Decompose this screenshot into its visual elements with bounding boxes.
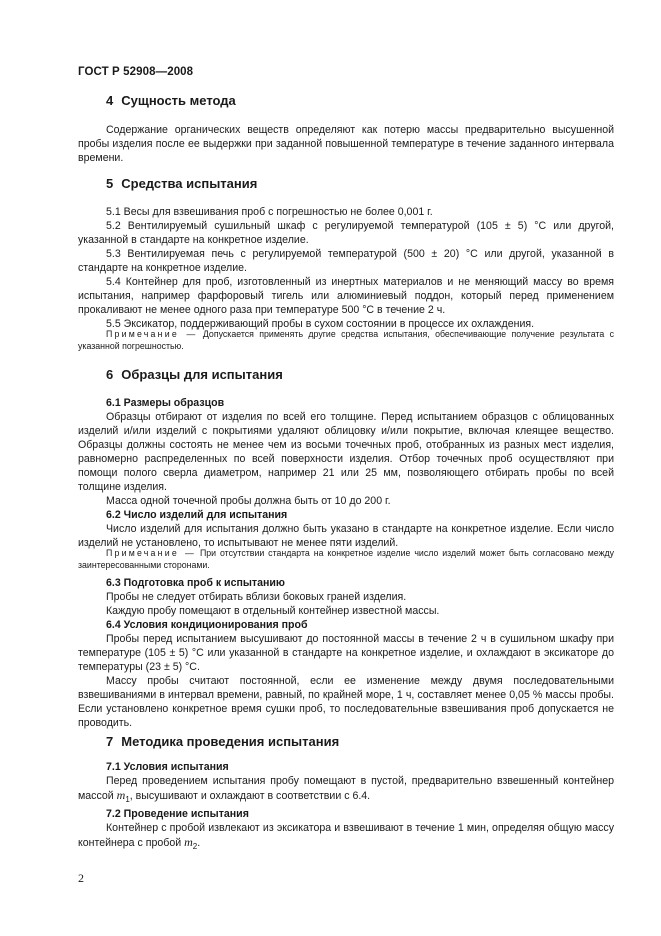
subsection-title: 7.2 Проведение испытания	[106, 808, 249, 821]
paragraph: Пробы не следует отбирать вблизи боковых граней изделия.	[106, 591, 407, 603]
paragraph	[78, 821, 614, 854]
text-run: , высушивают и охлаждают в соответствии с 6.4.	[129, 790, 371, 802]
section-6-heading	[106, 368, 283, 382]
paragraph: Содержание органических веществ определяют как потерю массы предварительно высушенной пробы изделия после ее выдержки при заданной повышенной температуре в течение заданного интервала времени.	[78, 124, 614, 164]
note-label: Примечание —	[106, 548, 197, 558]
paragraph: Число изделий для испытания должно быть указано в стандарте на конкретное изделие. Если число изделий не установлено, то испытывают не менее пяти изделий.	[78, 523, 614, 549]
subsection-title: 6.1 Размеры образцов	[106, 397, 225, 409]
section-5-body	[78, 205, 614, 331]
subsection-title: 6.3 Подготовка проб к испытанию	[106, 577, 285, 589]
note-label: Примечание —	[106, 329, 198, 339]
math-symbol: m	[116, 788, 126, 802]
math-symbol: m	[184, 835, 193, 850]
section-number: 6	[106, 367, 114, 382]
list-item: 5.5 Эксикатор, поддерживающий пробы в сухом состоянии в процессе их охлаждения.	[106, 318, 535, 330]
math-subscript: 2	[192, 842, 198, 852]
section-6-body-a	[78, 396, 614, 550]
section-7-heading	[106, 735, 339, 749]
section-title: Образцы для испытания	[121, 367, 283, 382]
section-title: Методика проведения испытания	[121, 734, 340, 749]
note-text: При отсутствии стандарта на конкретное изделие число изделий может быть согласовано между заинтересованными сторонами.	[78, 548, 614, 570]
section-4-body	[78, 123, 614, 165]
list-item: 5.3 Вентилируемая печь с регулируемой температурой (500 ± 20) °С или другой, указанной в стандарте на конкретное изделие.	[78, 248, 614, 274]
paragraph: Образцы отбирают от изделия по всей его толщине. Перед испытанием образцов с облицованных изделий и/или изделий с покрытиями удаляют облицовку и/или покрытие, включая клеящее вещество. Образцы должны состоять не менее чем из восьми точечных проб, отобранных из разных мест изделия, равномерно распределенных по всей поверхности изделия. Отбор точечных проб осуществляют при помощи полого сверла диаметром, например 21 или 25 мм, позволяющего отбирать пробы по всей толщине изделия.	[78, 411, 614, 493]
text-run: Контейнер с пробой извлекают из эксикатора и взвешивают в течение 1 мин, определяя общую массу контейнера с пробой	[78, 822, 614, 850]
section-6-body-b	[78, 576, 614, 730]
paragraph: Каждую пробу помещают в отдельный контейнер известной массы.	[106, 605, 440, 617]
list-item: 5.2 Вентилируемый сушильный шкаф с регулируемой температурой (105 ± 5) °С или другой, указанной в стандарте на конкретное изделие.	[78, 220, 614, 246]
section-6-note	[78, 547, 614, 571]
subsection-title: 7.1 Условия испытания	[106, 761, 229, 773]
subsection-title: 6.2 Число изделий для испытания	[106, 509, 288, 521]
paragraph	[78, 774, 614, 807]
list-item: 5.4 Контейнер для проб, изготовленный из инертных материалов и не меняющий массу во время испытания, например фарфоровый тигель или алюминиевый поддон, который перед применением прокаливают не менее одного раза при температуре 500 °С в течение 2 ч.	[78, 276, 614, 316]
section-number: 5	[106, 176, 114, 191]
section-7-body	[78, 760, 614, 854]
document-header: ГОСТ Р 52908—2008	[78, 66, 194, 78]
subsection-title: 6.4 Условия кондиционирования проб	[106, 619, 308, 631]
section-5-heading	[106, 177, 257, 191]
paragraph: Масса одной точечной пробы должна быть от 10 до 200 г.	[106, 495, 391, 507]
section-5-note	[78, 328, 614, 352]
section-number: 7	[106, 734, 114, 749]
section-title: Средства испытания	[121, 176, 258, 191]
note-text: Допускается применять другие средства испытания, обеспечивающие получение результата с указанной погрешностью.	[78, 329, 615, 351]
page-number: 2	[78, 871, 84, 885]
paragraph: Массу пробы считают постоянной, если ее изменение между двумя последовательными взвешиваниями в интервал времени, равный, по крайней море, 1 ч, составляет менее 0,05 % массы пробы. Если установлено конкретное время сушки проб, то последовательные взвешивания проб допускается не проводить.	[78, 675, 614, 729]
section-4-heading	[106, 94, 236, 108]
text-run: .	[197, 837, 201, 850]
list-item: 5.1 Весы для взвешивания проб с погрешностью не более 0,001 г.	[106, 206, 433, 218]
math-subscript: 1	[125, 795, 130, 805]
text-run: Перед проведением испытания пробу помещают в пустой, предварительно взвешенный контейнер массой	[78, 775, 614, 802]
section-title: Сущность метода	[121, 93, 236, 108]
paragraph: Пробы перед испытанием высушивают до постоянной массы в течение 2 ч в сушильном шкафу при температуре (105 ± 5) °С или указанной в стандарте на конкретное изделие, и охлаждают в эксикаторе до температуры (23 ± 5) °С.	[78, 633, 614, 673]
section-number: 4	[106, 93, 114, 108]
